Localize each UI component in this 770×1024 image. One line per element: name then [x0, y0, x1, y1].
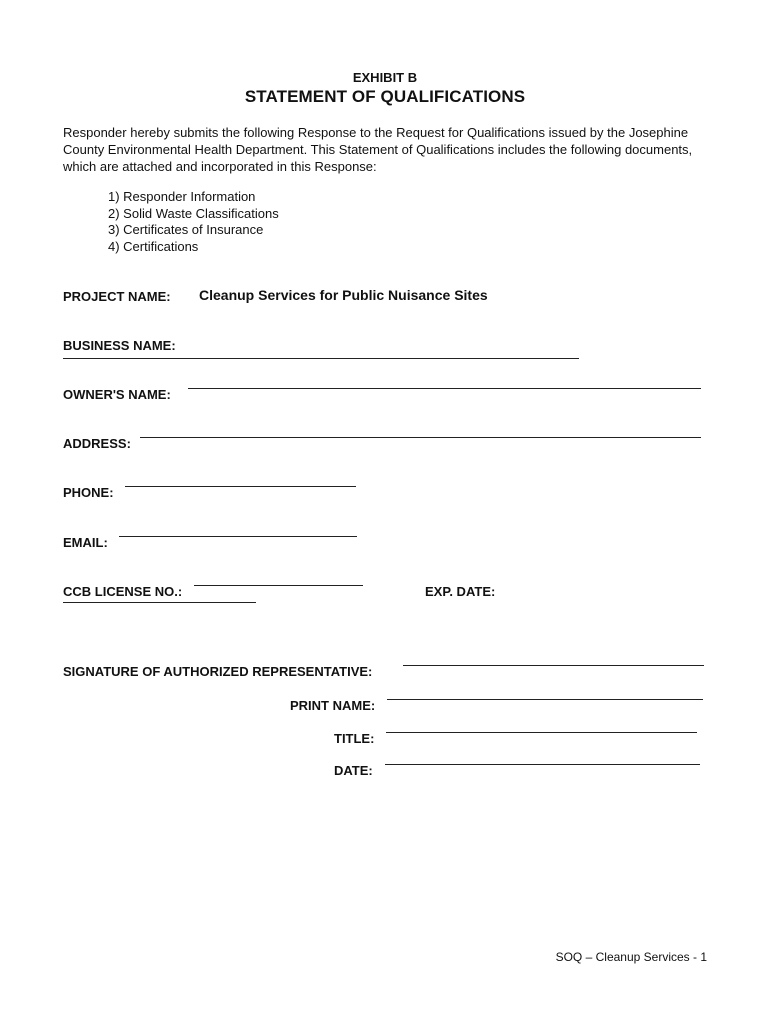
- page-title: STATEMENT OF QUALIFICATIONS: [244, 87, 526, 106]
- ccb-license-field[interactable]: [194, 585, 363, 586]
- date-field[interactable]: [385, 764, 700, 765]
- page-footer: SOQ – Cleanup Services - 1: [555, 950, 707, 964]
- exp-date-label: EXP. DATE:: [425, 584, 496, 599]
- address-label: ADDRESS:: [63, 436, 131, 451]
- list-item: 2) Solid Waste Classifications: [108, 205, 279, 221]
- project-name-value: Cleanup Services for Public Nuisance Sites: [199, 287, 488, 303]
- owner-name-field[interactable]: [188, 388, 701, 389]
- document-list: [108, 189, 279, 255]
- ccb-license-label: CCB LICENSE NO.:: [63, 584, 183, 599]
- email-field[interactable]: [119, 536, 357, 537]
- title-label: TITLE:: [334, 731, 375, 746]
- list-item: 1) Responder Information: [108, 189, 256, 204]
- signature-field[interactable]: [403, 665, 704, 666]
- phone-label: PHONE:: [63, 485, 114, 500]
- address-field[interactable]: [140, 437, 701, 438]
- date-label: DATE:: [334, 763, 373, 778]
- print-name-field[interactable]: [387, 699, 703, 700]
- business-name-field[interactable]: [63, 358, 579, 359]
- project-name-label: PROJECT NAME:: [63, 289, 171, 304]
- email-label: EMAIL:: [63, 535, 108, 550]
- list-item: 4) Certifications: [108, 238, 199, 254]
- business-name-label: BUSINESS NAME:: [63, 338, 176, 353]
- signature-label: SIGNATURE OF AUTHORIZED REPRESENTATIVE:: [63, 664, 373, 679]
- exhibit-label: EXHIBIT B: [352, 70, 418, 85]
- owner-name-label: OWNER'S NAME:: [63, 387, 171, 402]
- list-item: 3) Certificates of Insurance: [108, 222, 264, 237]
- exp-date-field[interactable]: [63, 602, 256, 603]
- intro-paragraph: Responder hereby submits the following Response to the Request for Qualifications issued by the Josephine County Environmental Health Department. This Statement of Qualifications includes the following documents, which are attached and incorporated in this Response:: [63, 125, 693, 174]
- phone-field[interactable]: [125, 486, 356, 487]
- title-field[interactable]: [386, 732, 697, 733]
- print-name-label: PRINT NAME:: [290, 698, 376, 713]
